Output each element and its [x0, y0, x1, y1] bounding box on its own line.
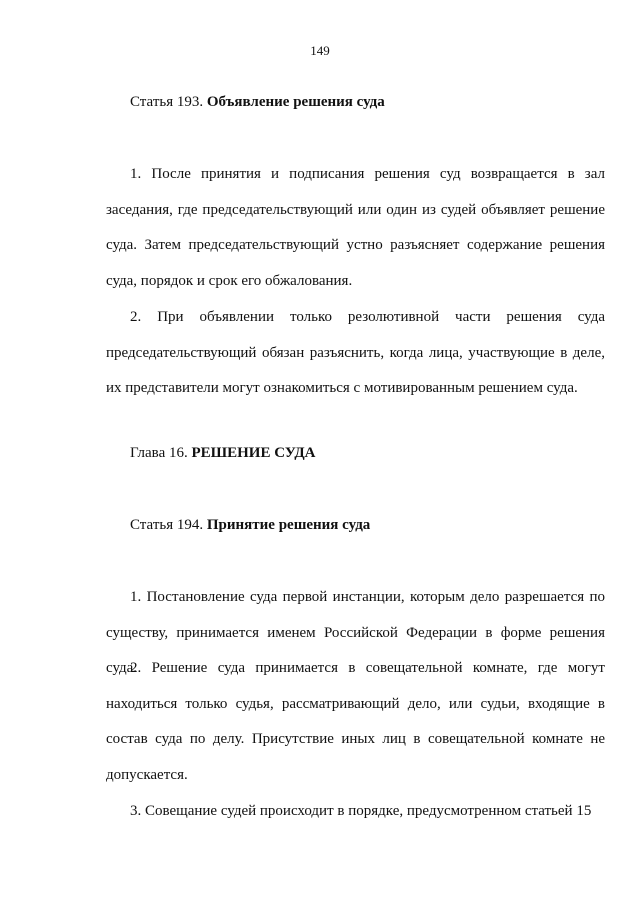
paragraph-text: 3. Совещание судей происходит в порядке, предусмотренном статьей 15 [130, 803, 592, 819]
article-194-paragraph-3 [106, 794, 605, 830]
page-number: 149 [310, 43, 330, 58]
chapter-16-heading [130, 443, 316, 463]
article-194-title: Принятие решения суда [206, 517, 371, 533]
article-193-prefix: Статья 193. [130, 94, 204, 110]
article-193-paragraph-2 [106, 300, 605, 407]
article-193-title: Объявление решения суда [206, 94, 385, 110]
article-193-heading [130, 92, 385, 112]
article-194-paragraph-2 [106, 651, 605, 793]
chapter-16-title: РЕШЕНИЕ СУДА [191, 445, 316, 461]
paragraph-text: 2. При объявлении только резолютивной части решения суда председательствующий обязан разъяснить, когда лица, участвующие в деле, их представители могут ознакомиться с мотивированным решением суда. [106, 309, 605, 396]
article-194-heading [130, 515, 370, 535]
article-193-paragraph-1 [106, 157, 605, 299]
paragraph-text: 1. После принятия и подписания решения суд возвращается в зал заседания, где председательствующий или один из судей объявляет решение суда. Затем председательствующий устно разъясняет содержание решения суда, порядок и срок его обжалования. [106, 166, 605, 289]
chapter-16-prefix: Глава 16. [130, 445, 188, 461]
paragraph-text: 1. Постановление суда первой инстанции, которым дело разрешается по существу, принимается именем Российской Федерации в форме решения суда. [106, 589, 605, 676]
article-194-prefix: Статья 194. [130, 517, 204, 533]
paragraph-text: 2. Решение суда принимается в совещательной комнате, где могут находиться только судья, рассматривающий дело, или судьи, входящие в состав суда по делу. Присутствие иных лиц в совещательной комнате не допускается. [106, 660, 605, 783]
